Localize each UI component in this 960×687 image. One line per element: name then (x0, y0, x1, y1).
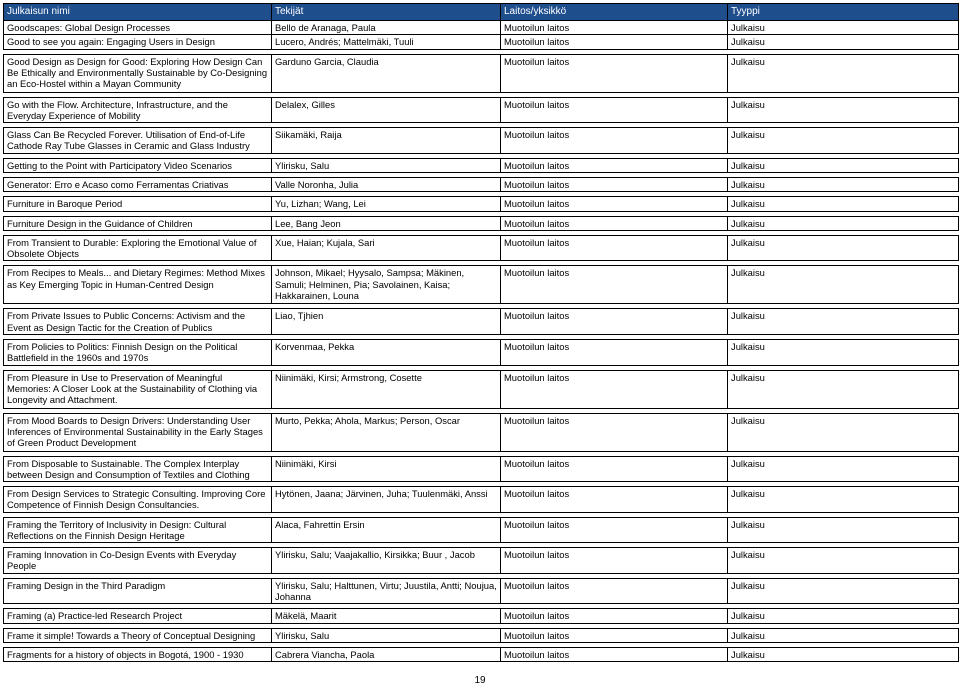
cell-title: From Mood Boards to Design Drivers: Understanding User Inferences of Environmental Sustainability in the Early Stages of Green Product Development (4, 413, 272, 451)
cell-authors: Yu, Lizhan; Wang, Lei (272, 197, 501, 211)
cell-department: Muotoilun laitos (501, 21, 728, 35)
cell-authors: Valle Noronha, Julia (272, 177, 501, 191)
table-row (4, 628, 959, 642)
cell-title: From Design Services to Strategic Consulting. Improving Core Competence of Finnish Design Consultancies. (4, 487, 272, 513)
cell-title: Go with the Flow. Architecture, Infrastructure, and the Everyday Experience of Mobility (4, 97, 272, 123)
cell-authors: Hytönen, Jaana; Järvinen, Juha; Tuulenmäki, Anssi (272, 487, 501, 513)
cell-type: Julkaisu (728, 197, 959, 211)
cell-department: Muotoilun laitos (501, 266, 728, 304)
table-row (4, 177, 959, 191)
table-row (4, 235, 959, 261)
cell-type: Julkaisu (728, 517, 959, 543)
cell-type: Julkaisu (728, 128, 959, 154)
cell-authors: Ylirisku, Salu (272, 158, 501, 172)
table-row (4, 578, 959, 604)
cell-department: Muotoilun laitos (501, 35, 728, 49)
table-row (4, 517, 959, 543)
cell-department: Muotoilun laitos (501, 628, 728, 642)
table-header-row (4, 4, 959, 21)
cell-type: Julkaisu (728, 628, 959, 642)
cell-department: Muotoilun laitos (501, 609, 728, 623)
cell-authors: Siikamäki, Raija (272, 128, 501, 154)
cell-title: Framing (a) Practice-led Research Project (4, 609, 272, 623)
cell-department: Muotoilun laitos (501, 578, 728, 604)
cell-type: Julkaisu (728, 487, 959, 513)
cell-type: Julkaisu (728, 177, 959, 191)
cell-authors: Bello de Aranaga, Paula (272, 21, 501, 35)
cell-authors: Ylirisku, Salu; Vaajakallio, Kirsikka; Buur , Jacob (272, 548, 501, 574)
cell-type: Julkaisu (728, 456, 959, 482)
table-row (4, 456, 959, 482)
table-row (4, 370, 959, 408)
cell-authors: Cabrera Viancha, Paola (272, 647, 501, 661)
cell-title: Frame it simple! Towards a Theory of Conceptual Designing (4, 628, 272, 642)
cell-department: Muotoilun laitos (501, 309, 728, 335)
header-department: Laitos/yksikkö (501, 4, 728, 21)
cell-title: Furniture Design in the Guidance of Children (4, 216, 272, 230)
cell-authors: Mäkelä, Maarit (272, 609, 501, 623)
cell-authors: Delalex, Gilles (272, 97, 501, 123)
table-row (4, 647, 959, 661)
cell-department: Muotoilun laitos (501, 97, 728, 123)
cell-authors: Korvenmaa, Pekka (272, 339, 501, 365)
cell-title: Good to see you again: Engaging Users in Design (4, 35, 272, 49)
cell-authors: Alaca, Fahrettin Ersin (272, 517, 501, 543)
cell-department: Muotoilun laitos (501, 339, 728, 365)
cell-type: Julkaisu (728, 578, 959, 604)
cell-authors: Johnson, Mikael; Hyysalo, Sampsa; Mäkinen, Samuli; Helminen, Pia; Savolainen, Kaisa; Hakkarainen, Louna (272, 266, 501, 304)
table-row (4, 197, 959, 211)
cell-title: Framing the Territory of Inclusivity in Design: Cultural Reflections on the Finnish Design Heritage (4, 517, 272, 543)
cell-title: Framing Innovation in Co-Design Events with Everyday People (4, 548, 272, 574)
publications-table (3, 3, 959, 662)
cell-type: Julkaisu (728, 235, 959, 261)
cell-authors: Niinimäki, Kirsi (272, 456, 501, 482)
cell-department: Muotoilun laitos (501, 158, 728, 172)
cell-authors: Ylirisku, Salu; Halttunen, Virtu; Juustila, Antti; Noujua, Johanna (272, 578, 501, 604)
table-row (4, 54, 959, 92)
table-row (4, 35, 959, 49)
cell-type: Julkaisu (728, 309, 959, 335)
cell-type: Julkaisu (728, 413, 959, 451)
table-row (4, 548, 959, 574)
cell-type: Julkaisu (728, 647, 959, 661)
table-row (4, 216, 959, 230)
table-row (4, 21, 959, 35)
cell-title: From Disposable to Sustainable. The Complex Interplay between Design and Consumption of Textiles and Clothing (4, 456, 272, 482)
table-row (4, 339, 959, 365)
cell-authors: Garduno Garcia, Claudia (272, 54, 501, 92)
cell-authors: Ylirisku, Salu (272, 628, 501, 642)
table-row (4, 97, 959, 123)
cell-title: Good Design as Design for Good: Exploring How Design Can Be Ethically and Environmentally Sustainable by Co-Designing an Eco-Hostel within a Mayan Community (4, 54, 272, 92)
cell-authors: Lucero, Andrés; Mattelmäki, Tuuli (272, 35, 501, 49)
cell-title: Goodscapes: Global Design Processes (4, 21, 272, 35)
header-type: Tyyppi (728, 4, 959, 21)
cell-title: Getting to the Point with Participatory Video Scenarios (4, 158, 272, 172)
cell-title: From Private Issues to Public Concerns: Activism and the Event as Design Tactic for the Creation of Publics (4, 309, 272, 335)
table-row (4, 128, 959, 154)
cell-authors: Niinimäki, Kirsi; Armstrong, Cosette (272, 370, 501, 408)
cell-department: Muotoilun laitos (501, 548, 728, 574)
page-number: 19 (474, 675, 486, 686)
cell-type: Julkaisu (728, 266, 959, 304)
cell-title: From Recipes to Meals... and Dietary Regimes: Method Mixes as Key Emerging Topic in Human-Centred Design (4, 266, 272, 304)
cell-type: Julkaisu (728, 54, 959, 92)
cell-type: Julkaisu (728, 216, 959, 230)
cell-type: Julkaisu (728, 370, 959, 408)
table-row (4, 158, 959, 172)
cell-authors: Murto, Pekka; Ahola, Markus; Person, Oscar (272, 413, 501, 451)
cell-title: Generator: Erro e Acaso como Ferramentas Criativas (4, 177, 272, 191)
cell-department: Muotoilun laitos (501, 177, 728, 191)
cell-authors: Liao, Tjhien (272, 309, 501, 335)
header-title: Julkaisun nimi (4, 4, 272, 21)
cell-type: Julkaisu (728, 97, 959, 123)
cell-type: Julkaisu (728, 339, 959, 365)
cell-department: Muotoilun laitos (501, 235, 728, 261)
cell-department: Muotoilun laitos (501, 197, 728, 211)
table-row (4, 266, 959, 304)
table-row (4, 487, 959, 513)
cell-department: Muotoilun laitos (501, 517, 728, 543)
cell-type: Julkaisu (728, 158, 959, 172)
cell-department: Muotoilun laitos (501, 413, 728, 451)
cell-type: Julkaisu (728, 21, 959, 35)
cell-title: From Pleasure in Use to Preservation of Meaningful Memories: A Closer Look at the Sustainability of Clothing via Longevity and Attachment. (4, 370, 272, 408)
cell-department: Muotoilun laitos (501, 54, 728, 92)
cell-type: Julkaisu (728, 609, 959, 623)
table-row (4, 309, 959, 335)
cell-title: From Transient to Durable: Exploring the Emotional Value of Obsolete Objects (4, 235, 272, 261)
cell-type: Julkaisu (728, 35, 959, 49)
table-body (4, 21, 959, 662)
header-authors: Tekijät (272, 4, 501, 21)
cell-department: Muotoilun laitos (501, 128, 728, 154)
cell-title: Framing Design in the Third Paradigm (4, 578, 272, 604)
cell-title: Fragments for a history of objects in Bogotá, 1900 - 1930 (4, 647, 272, 661)
cell-department: Muotoilun laitos (501, 216, 728, 230)
table-row (4, 413, 959, 451)
cell-title: From Policies to Politics: Finnish Design on the Political Battlefield in the 1960s and 1970s (4, 339, 272, 365)
cell-authors: Xue, Haian; Kujala, Sari (272, 235, 501, 261)
cell-department: Muotoilun laitos (501, 647, 728, 661)
cell-title: Glass Can Be Recycled Forever. Utilisation of End-of-Life Cathode Ray Tube Glasses in Ceramic and Glass Industry (4, 128, 272, 154)
table-row (4, 609, 959, 623)
cell-department: Muotoilun laitos (501, 456, 728, 482)
cell-department: Muotoilun laitos (501, 487, 728, 513)
cell-title: Furniture in Baroque Period (4, 197, 272, 211)
cell-type: Julkaisu (728, 548, 959, 574)
cell-authors: Lee, Bang Jeon (272, 216, 501, 230)
cell-department: Muotoilun laitos (501, 370, 728, 408)
